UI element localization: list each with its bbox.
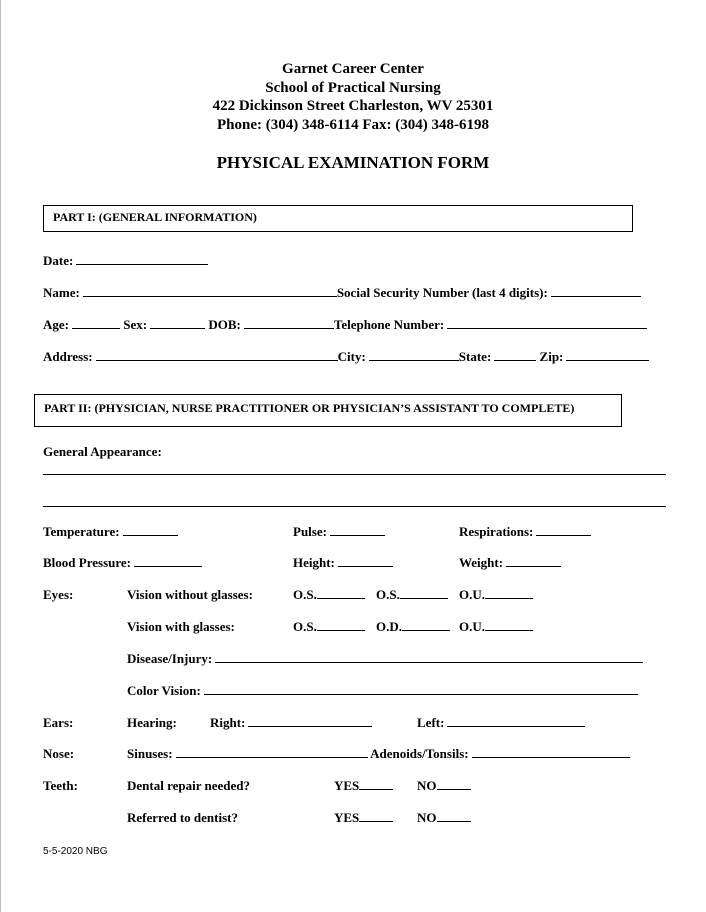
age-row	[43, 317, 647, 333]
revision-footer: 5-5-2020 NBG	[43, 846, 108, 857]
color-vision-row	[127, 683, 638, 699]
sex-field[interactable]	[150, 317, 205, 329]
part2-heading-box	[34, 394, 622, 427]
name-label: Name:	[43, 285, 80, 300]
color-vision-label: Color Vision:	[127, 683, 201, 698]
yes-label: YES	[334, 778, 360, 793]
vision-with-od	[376, 619, 450, 635]
ssn-field[interactable]	[551, 285, 641, 297]
vision-with-ou-field[interactable]	[485, 619, 533, 631]
age-field[interactable]	[72, 317, 120, 329]
address-field[interactable]	[96, 349, 338, 361]
teeth-label: Teeth:	[43, 778, 78, 793]
school-contact: Phone: (304) 348-6114 Fax: (304) 348-6198	[216, 117, 490, 133]
height-field[interactable]	[338, 555, 393, 567]
school-address: 422 Dickinson Street Charleston, WV 25301	[212, 98, 494, 114]
no-label-2: NO	[417, 810, 437, 825]
city-field[interactable]	[369, 349, 459, 361]
date-label: Date:	[43, 253, 74, 268]
adenoids-field[interactable]	[472, 746, 630, 758]
sinuses-label: Sinuses:	[127, 746, 173, 761]
page-edge	[0, 0, 1, 912]
dental-repair-yes	[334, 778, 393, 794]
weight-field[interactable]	[506, 555, 561, 567]
zip-label: Zip:	[539, 349, 564, 364]
nose-label: Nose:	[43, 746, 75, 761]
vision-with-label: Vision with glasses:	[127, 619, 235, 634]
weight-row	[459, 555, 561, 571]
referred-label: Referred to dentist?	[127, 810, 238, 825]
state-field[interactable]	[494, 349, 536, 361]
respirations-label: Respirations:	[459, 524, 534, 539]
no-label: NO	[417, 778, 437, 793]
ssn-label: Social Security Number (last 4 digits):	[336, 285, 548, 300]
school-name: School of Practical Nursing	[265, 80, 441, 96]
part2-heading: PART II: (PHYSICIAN, NURSE PRACTITIONER OR PHYSICIAN’S ASSISTANT TO COMPLETE)	[44, 401, 575, 415]
dental-repair-label: Dental repair needed?	[127, 778, 251, 793]
vision-with-os	[293, 619, 365, 635]
address-label: Address:	[43, 349, 93, 364]
name-field[interactable]	[83, 285, 337, 297]
left-label: Left:	[417, 715, 445, 730]
vision-without-os2-field[interactable]	[400, 587, 448, 599]
ears-label: Ears:	[43, 715, 74, 730]
address-row	[43, 349, 649, 365]
vision-without-ou-field[interactable]	[485, 587, 533, 599]
org-name: Garnet Career Center	[282, 61, 424, 77]
pulse-field[interactable]	[330, 524, 385, 536]
vision-without-ou	[459, 587, 533, 603]
state-label: State:	[458, 349, 492, 364]
telephone-field[interactable]	[447, 317, 647, 329]
eyes-label: Eyes:	[43, 587, 74, 602]
city-label: City:	[337, 349, 366, 364]
right-label: Right:	[210, 715, 246, 730]
part1-heading: PART I: (GENERAL INFORMATION)	[53, 210, 257, 224]
yes-label-2: YES	[334, 810, 360, 825]
pulse-label: Pulse:	[293, 524, 327, 539]
date-field[interactable]	[76, 253, 208, 265]
vision-without-label: Vision without glasses:	[127, 587, 253, 602]
height-row	[293, 555, 393, 571]
hearing-left-field[interactable]	[447, 715, 585, 727]
ou-label: O.U.	[459, 587, 485, 602]
dental-repair-yes-field[interactable]	[359, 778, 393, 790]
vision-without-os	[293, 587, 365, 603]
respirations-field[interactable]	[536, 524, 591, 536]
sinuses-row	[127, 746, 630, 762]
general-appearance-line-1[interactable]	[43, 474, 666, 475]
od-label: O.D.	[376, 619, 402, 634]
ou-label-2: O.U.	[459, 619, 485, 634]
temperature-label: Temperature:	[43, 524, 120, 539]
blood-pressure-label: Blood Pressure:	[43, 555, 131, 570]
hearing-label: Hearing:	[127, 715, 177, 730]
disease-injury-label: Disease/Injury:	[127, 651, 213, 666]
os-label: O.S.	[293, 587, 317, 602]
vision-without-os-2	[376, 587, 448, 603]
hearing-right-row	[210, 715, 372, 731]
vision-with-od-field[interactable]	[402, 619, 450, 631]
dental-repair-no-field[interactable]	[437, 778, 471, 790]
dob-field[interactable]	[244, 317, 334, 329]
zip-field[interactable]	[566, 349, 649, 361]
telephone-label: Telephone Number:	[333, 317, 445, 332]
referred-yes-field[interactable]	[359, 810, 393, 822]
referred-yes	[334, 810, 393, 826]
name-row	[43, 285, 641, 301]
adenoids-label: Adenoids/Tonsils:	[370, 746, 469, 761]
os-label-2: O.S.	[376, 587, 400, 602]
disease-injury-field[interactable]	[215, 651, 643, 663]
weight-label: Weight:	[459, 555, 504, 570]
pulse-row	[293, 524, 385, 540]
date-row	[43, 253, 208, 269]
blood-pressure-field[interactable]	[134, 555, 202, 567]
dental-repair-no	[417, 778, 471, 794]
dob-label: DOB:	[208, 317, 241, 332]
blood-pressure-row	[43, 555, 202, 571]
hearing-right-field[interactable]	[248, 715, 372, 727]
temperature-field[interactable]	[123, 524, 178, 536]
vision-with-ou	[459, 619, 533, 635]
referred-no-field[interactable]	[437, 810, 471, 822]
color-vision-field[interactable]	[204, 683, 638, 695]
general-appearance-label: General Appearance:	[43, 444, 162, 459]
respirations-row	[459, 524, 591, 540]
vision-without-os-field[interactable]	[317, 587, 365, 599]
general-appearance-line-2[interactable]	[43, 506, 666, 507]
part1-heading-box	[43, 205, 633, 232]
os-label-3: O.S.	[293, 619, 317, 634]
vision-with-os-field[interactable]	[317, 619, 365, 631]
height-label: Height:	[293, 555, 335, 570]
form-title: PHYSICAL EXAMINATION FORM	[216, 153, 490, 172]
disease-injury-row	[127, 651, 643, 667]
sex-label: Sex:	[123, 317, 148, 332]
temperature-row	[43, 524, 178, 540]
age-label: Age:	[43, 317, 69, 332]
hearing-left-row	[417, 715, 585, 731]
sinuses-field[interactable]	[176, 746, 368, 758]
referred-no	[417, 810, 471, 826]
